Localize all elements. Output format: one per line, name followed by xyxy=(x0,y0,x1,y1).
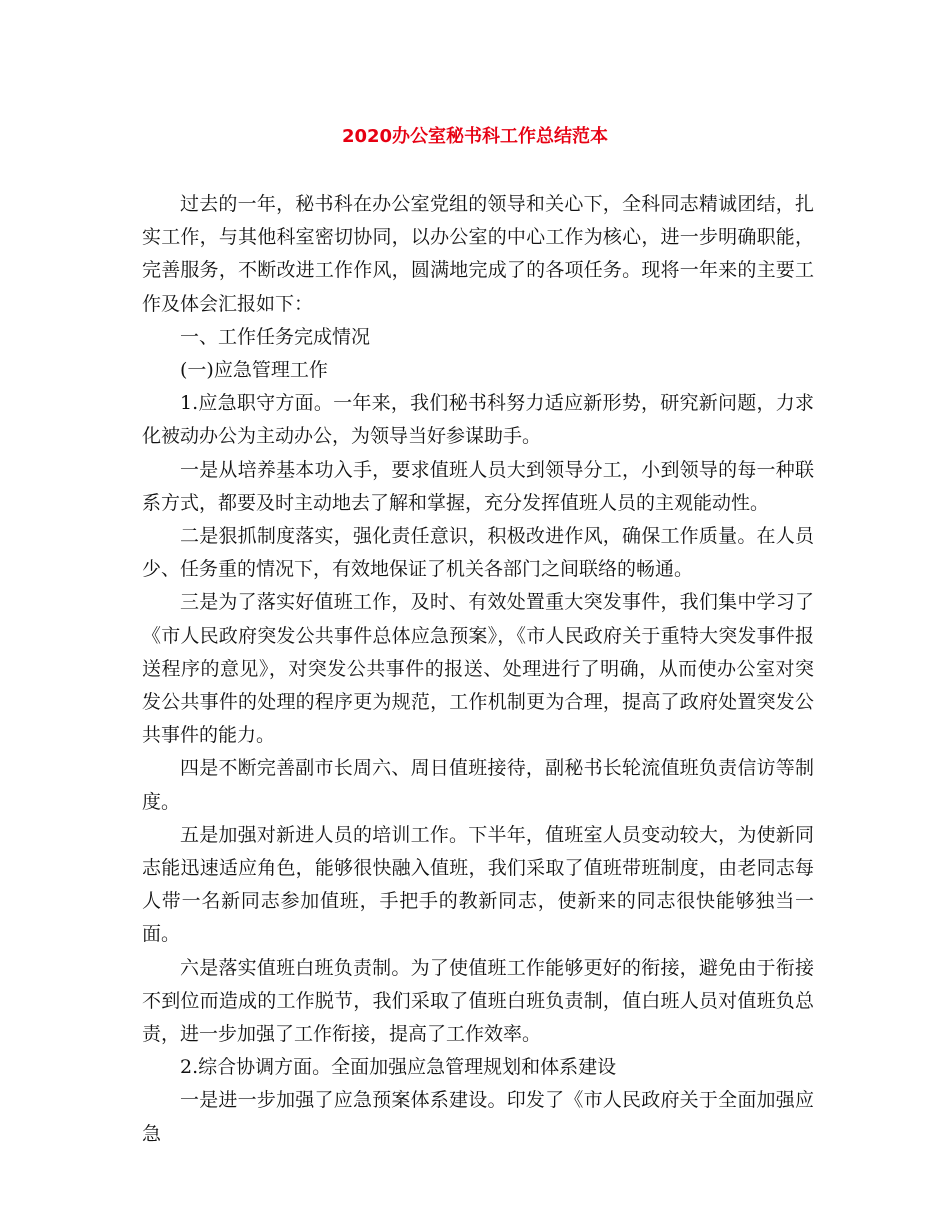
paragraph-point-4: 四是不断完善副市长周六、周日值班接待，副秘书长轮流值班负责信访等制度。 xyxy=(142,757,814,813)
subsection-heading-1: (一)应急管理工作 xyxy=(180,359,328,382)
section-heading-1: 一、工作任务完成情况 xyxy=(180,325,371,348)
paragraph-point-3: 三是为了落实好值班工作，及时、有效处置重大突发事件，我们集中学习了《市人民政府突发公共事件总体应急预案》，《市人民政府关于重特大突发事件报送程序的意见》，对突发公共事件的报送、处理进行了明确，从而使办公室对突发公共事件的处理的程序更为规范，工作机制更为合理，提高了政府处置突发公共事件的能力。 xyxy=(142,591,814,747)
paragraph-intro: 过去的一年，秘书科在办公室党组的领导和关心下，全科同志精诚团结，扎实工作，与其他科室密切协同，以办公室的中心工作为核心，进一步明确职能，完善服务，不断改进工作作风，圆满地完成了的各项任务。现将一年来的主要工作及体会汇报如下： xyxy=(142,193,814,315)
paragraph-point-1: 一是从培养基本功入手，要求值班人员大到领导分工，小到领导的每一种联系方式，都要及时主动地去了解和掌握，充分发挥值班人员的主观能动性。 xyxy=(142,458,814,514)
paragraph-item-2-point-1: 一是进一步加强了应急预案体系建设。印发了《市人民政府关于全面加强应急 xyxy=(142,1089,814,1145)
paragraph-item-2: 2.综合协调方面。全面加强应急管理规划和体系建设 xyxy=(180,1056,617,1079)
paragraph-point-2: 二是狠抓制度落实，强化责任意识，积极改进作风，确保工作质量。在人员少、任务重的情况下，有效地保证了机关各部门之间联络的畅通。 xyxy=(142,525,814,581)
paragraph-point-6: 六是落实值班白班负责制。为了使值班工作能够更好的衔接，避免由于衔接不到位而造成的工作脱节，我们采取了值班白班负责制，值白班人员对值班负总责，进一步加强了工作衔接，提高了工作效率。 xyxy=(142,956,814,1046)
document-body xyxy=(142,188,814,1151)
paragraph-point-5: 五是加强对新进人员的培训工作。下半年，值班室人员变动较大，为使新同志能迅速适应角色，能够很快融入值班，我们采取了值班带班制度，由老同志每人带一名新同志参加值班，手把手的教新同志，使新来的同志很快能够独当一面。 xyxy=(142,823,814,946)
paragraph-item-1: 1.应急职守方面。一年来，我们秘书科努力适应新形势，研究新问题，力求化被动办公为主动办公，为领导当好参谋助手。 xyxy=(142,392,814,448)
document-title: 2020办公室秘书科工作总结范本 xyxy=(341,126,609,147)
